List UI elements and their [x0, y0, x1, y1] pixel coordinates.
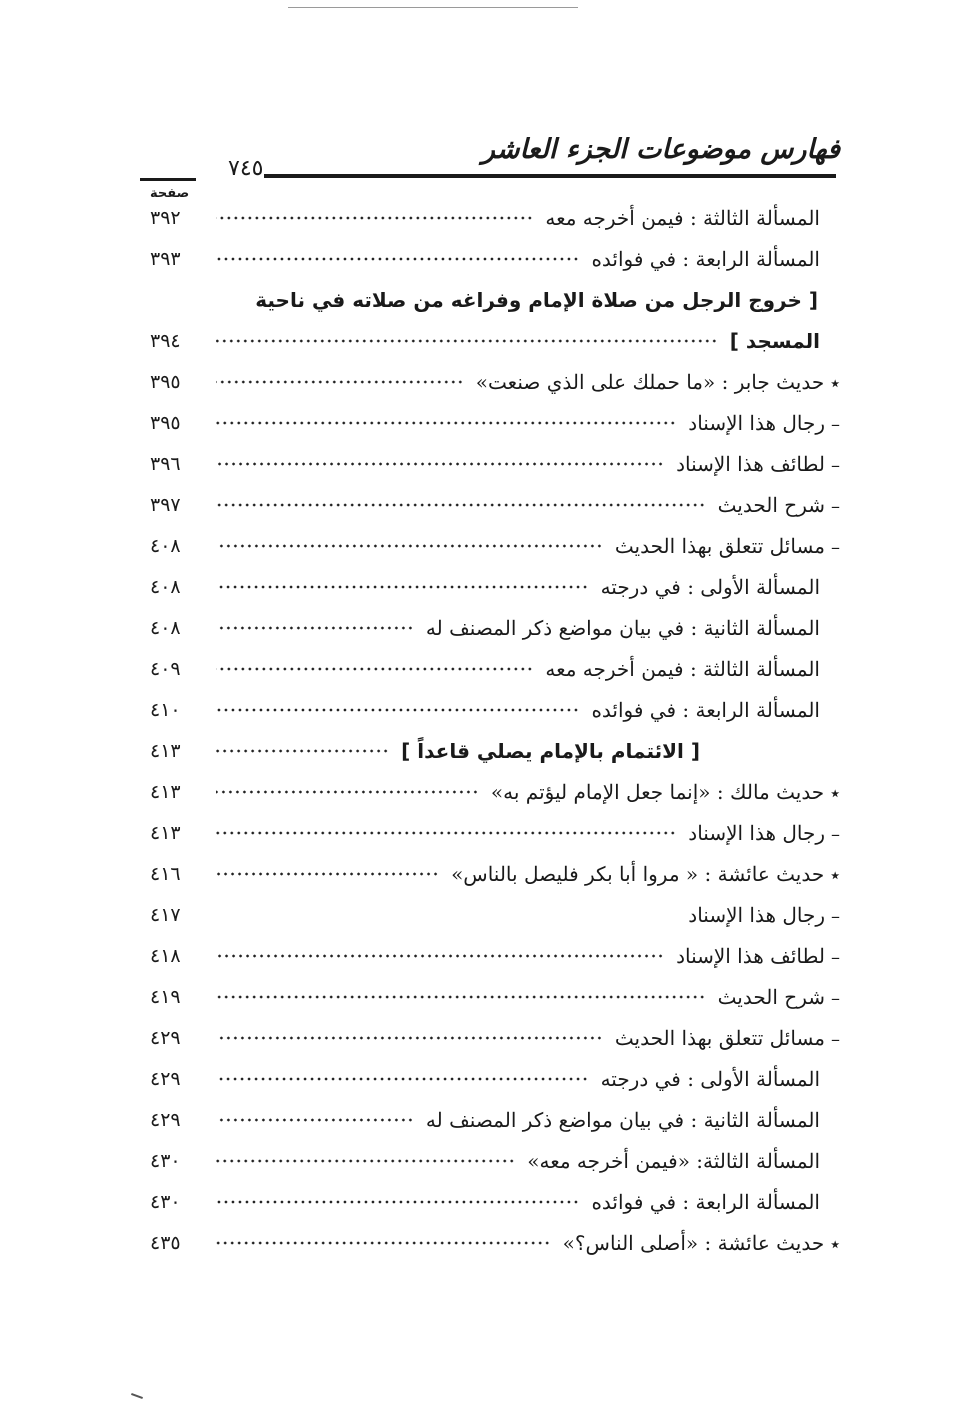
- toc-row: [150, 402, 840, 443]
- toc-page-number: ٤١٣: [150, 780, 181, 803]
- toc-entry: [688, 821, 840, 845]
- dot-leader: [216, 583, 589, 591]
- toc-page-number: ٤٢٩: [150, 1067, 181, 1090]
- toc-entry: [491, 780, 840, 804]
- dot-leader: [216, 337, 718, 345]
- asterisk-bullet-icon: ٭: [830, 372, 840, 394]
- page-column-label: صفحة: [150, 186, 190, 201]
- dot-leader: [216, 911, 676, 919]
- dot-leader: [216, 788, 479, 796]
- dash-bullet-icon: –: [831, 987, 840, 1009]
- toc-entry-text: المسألة الثالثة : فيمن أخرجه معه: [545, 656, 820, 681]
- toc-entry: [401, 739, 700, 763]
- toc-heading-text: [ خروج الرجل من صلاة الإمام وفراغه من صلاته في ناحية: [255, 287, 818, 312]
- toc-row: [150, 812, 840, 853]
- header-title: فهارس موضوعات الجزء العاشر: [481, 134, 840, 165]
- running-header: [140, 130, 840, 190]
- toc-entry: [545, 206, 820, 230]
- toc-row: [150, 361, 840, 402]
- toc-row: [150, 853, 840, 894]
- toc-entry-text: [ الائتمام بالإمام يصلي قاعداً ]: [401, 738, 700, 763]
- toc-entry: [451, 862, 840, 886]
- toc-entry-text: المسألة الثانية : في بيان مواضع ذكر المصنف له: [425, 1107, 820, 1132]
- toc-page-number: ٤١٧: [150, 903, 181, 926]
- toc-entry: [591, 1190, 820, 1214]
- toc-page-number: ٤٣٠: [150, 1149, 181, 1172]
- toc-page-number: ٣٩٢: [150, 206, 181, 229]
- toc-entry: [426, 616, 820, 640]
- dot-leader: [216, 665, 533, 673]
- toc-entry: [601, 1067, 820, 1091]
- toc-row: [150, 976, 840, 1017]
- toc-page-number: ٤٠٩: [150, 657, 181, 680]
- toc-page-number: ٣٩٣: [150, 247, 181, 270]
- toc-list: [150, 197, 840, 1263]
- dot-leader: [216, 1157, 515, 1165]
- toc-entry: [718, 493, 840, 517]
- toc-page-number: ٣٩٥: [150, 370, 181, 393]
- header-rule-short: [140, 178, 196, 181]
- toc-entry: [591, 247, 820, 271]
- toc-entry-text: شرح الحديث: [717, 492, 825, 517]
- toc-entry: [676, 944, 840, 968]
- toc-page-number: ٤٢٩: [150, 1108, 181, 1131]
- top-rule: [288, 7, 578, 8]
- toc-entry: [688, 411, 840, 435]
- toc-page-number: ٤٠٨: [150, 534, 181, 557]
- dash-bullet-icon: –: [831, 946, 840, 968]
- toc-row: [150, 1099, 840, 1140]
- dash-bullet-icon: –: [831, 905, 840, 927]
- toc-entry-text: المسجد ]: [729, 328, 820, 353]
- toc-entry-text: المسألة الثالثة : فيمن أخرجه معه: [545, 205, 820, 230]
- dot-leader: [216, 255, 579, 263]
- dot-leader: [216, 501, 706, 509]
- toc-row: [150, 1058, 840, 1099]
- toc-heading: [150, 279, 840, 320]
- toc-entry-text: المسألة الثالثة: «فيمن أخرجه معه»: [527, 1148, 820, 1173]
- dash-bullet-icon: –: [831, 454, 840, 476]
- corner-mark: [131, 1393, 143, 1399]
- dot-leader: [216, 624, 414, 632]
- dot-leader: [216, 829, 676, 837]
- toc-entry-text: المسألة الرابعة : في فوائده: [591, 697, 820, 722]
- dash-bullet-icon: –: [831, 495, 840, 517]
- toc-page-number: ٣٩٦: [150, 452, 181, 475]
- toc-row: [150, 566, 840, 607]
- toc-entry: [718, 985, 840, 1009]
- toc-entry: [426, 1108, 820, 1132]
- toc-entry: [563, 1231, 840, 1255]
- toc-entry-text: مسائل تتعلق بهذا الحديث: [614, 1025, 825, 1050]
- toc-row: [150, 1140, 840, 1181]
- toc-entry: [591, 698, 820, 722]
- toc-page-number: ٤٠٨: [150, 616, 181, 639]
- toc-entry-text: حديث عائشة : «أصلى الناس؟»: [562, 1230, 825, 1255]
- dash-bullet-icon: –: [831, 823, 840, 845]
- header-page-number: ٧٤٥: [228, 156, 264, 181]
- toc-row: [150, 1181, 840, 1222]
- toc-page-number: ٣٩٧: [150, 493, 181, 516]
- toc-entry: [688, 903, 840, 927]
- dot-leader: [216, 870, 439, 878]
- toc-page-number: ٤١٠: [150, 698, 181, 721]
- toc-entry-text: المسألة الرابعة : في فوائده: [591, 1189, 820, 1214]
- toc-entry-text: رجال هذا الإسناد: [688, 902, 825, 927]
- dash-bullet-icon: –: [831, 413, 840, 435]
- toc-entry: [676, 452, 840, 476]
- toc-row: [150, 648, 840, 689]
- toc-entry-text: لطائف هذا الإسناد: [676, 451, 825, 476]
- dot-leader: [216, 706, 579, 714]
- toc-row: [150, 484, 840, 525]
- toc-entry-text: رجال هذا الإسناد: [688, 410, 825, 435]
- toc-row: [150, 935, 840, 976]
- toc-page-number: ٤١٨: [150, 944, 181, 967]
- toc-row: [150, 238, 840, 279]
- toc-entry-text: رجال هذا الإسناد: [688, 820, 825, 845]
- toc-row: [150, 525, 840, 566]
- dot-leader: [216, 419, 676, 427]
- dot-leader: [216, 1116, 414, 1124]
- asterisk-bullet-icon: ٭: [830, 1233, 840, 1255]
- toc-row: [150, 730, 840, 771]
- toc-row: [150, 1017, 840, 1058]
- toc-row: [150, 771, 840, 812]
- toc-entry: [476, 370, 840, 394]
- asterisk-bullet-icon: ٭: [830, 782, 840, 804]
- toc-page-number: ٤١٣: [150, 739, 181, 762]
- toc-row: [150, 320, 840, 361]
- toc-entry: [545, 657, 820, 681]
- dot-leader: [216, 214, 533, 222]
- toc-entry-text: مسائل تتعلق بهذا الحديث: [614, 533, 825, 558]
- toc-entry-text: حديث جابر : «ما حملك على الذي صنعت»: [475, 369, 825, 394]
- dot-leader: [216, 542, 603, 550]
- dot-leader: [216, 378, 464, 386]
- toc-page-number: ٤٢٩: [150, 1026, 181, 1049]
- toc-entry-text: شرح الحديث: [717, 984, 825, 1009]
- dot-leader: [216, 1034, 603, 1042]
- dot-leader: [216, 1239, 551, 1247]
- toc-entry-text: حديث عائشة : « مروا أبا بكر فليصل بالناس»: [451, 861, 825, 886]
- dot-leader: [216, 747, 389, 755]
- toc-entry-text: لطائف هذا الإسناد: [676, 943, 825, 968]
- toc-entry-text: المسألة الرابعة : في فوائده: [591, 246, 820, 271]
- toc-page-number: ٤٣٠: [150, 1190, 181, 1213]
- toc-entry: [615, 534, 840, 558]
- toc-page-number: ٤٣٥: [150, 1231, 181, 1254]
- toc-page-number: ٣٩٥: [150, 411, 181, 434]
- dot-leader: [216, 952, 664, 960]
- toc-entry: [601, 575, 820, 599]
- toc-entry: [730, 329, 820, 353]
- toc-row: [150, 894, 840, 935]
- toc-entry-text: المسألة الثانية : في بيان مواضع ذكر المصنف له: [425, 615, 820, 640]
- toc-entry: [615, 1026, 840, 1050]
- asterisk-bullet-icon: ٭: [830, 864, 840, 886]
- header-rule: [264, 174, 836, 178]
- dot-leader: [216, 1198, 579, 1206]
- toc-row: [150, 1222, 840, 1263]
- toc-page-number: ٤١٣: [150, 821, 181, 844]
- dash-bullet-icon: –: [831, 1028, 840, 1050]
- toc-page-number: ٤٠٨: [150, 575, 181, 598]
- dot-leader: [216, 993, 706, 1001]
- toc-entry-text: المسألة الأولى : في درجته: [600, 1066, 820, 1091]
- toc-entry-text: حديث مالك : «إنما جعل الإمام ليؤتم به»: [490, 779, 825, 804]
- toc-row: [150, 197, 840, 238]
- toc-page-number: ٣٩٤: [150, 329, 181, 352]
- toc-page-number: ٤١٩: [150, 985, 181, 1008]
- toc-row: [150, 607, 840, 648]
- dot-leader: [216, 460, 664, 468]
- toc-entry-text: المسألة الأولى : في درجته: [600, 574, 820, 599]
- toc-row: [150, 689, 840, 730]
- toc-row: [150, 443, 840, 484]
- dot-leader: [216, 1075, 589, 1083]
- toc-entry: [527, 1149, 820, 1173]
- toc-page-number: ٤١٦: [150, 862, 181, 885]
- dash-bullet-icon: –: [831, 536, 840, 558]
